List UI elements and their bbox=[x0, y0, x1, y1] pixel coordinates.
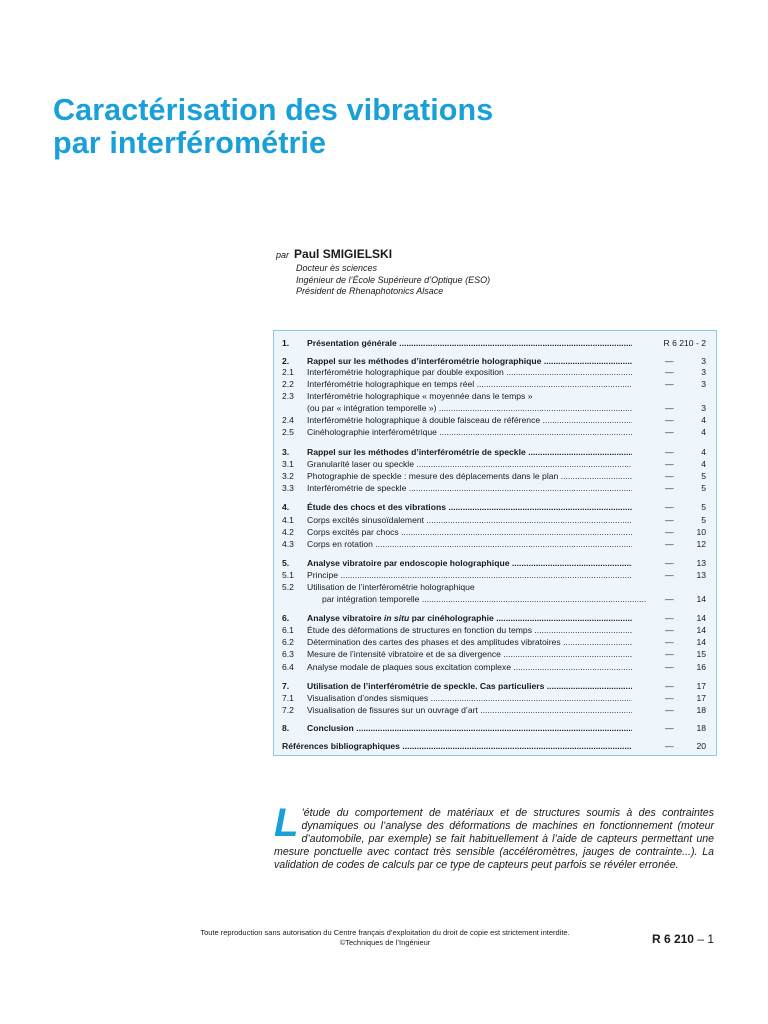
toc-title: (ou par « intégration temporelle ») ..... bbox=[307, 402, 632, 414]
toc-page: 4 bbox=[701, 447, 706, 457]
toc-dash: — bbox=[665, 625, 674, 635]
author-line bbox=[276, 247, 716, 263]
toc-number: 3.3 bbox=[282, 483, 294, 493]
toc-dash: — bbox=[665, 483, 674, 493]
toc-entry bbox=[274, 501, 716, 513]
toc-page: 13 bbox=[696, 558, 706, 568]
toc-title: Étude des chocs et des vibrations ..... bbox=[307, 501, 632, 513]
toc-entry bbox=[274, 722, 716, 734]
toc-page: 3 bbox=[701, 356, 706, 366]
toc-page: 12 bbox=[696, 539, 706, 549]
toc-dash: — bbox=[665, 649, 674, 659]
toc-dash: — bbox=[665, 379, 674, 389]
toc-dash: — bbox=[665, 471, 674, 481]
copyright-notice bbox=[150, 928, 620, 947]
toc-title: Visualisation de fissures sur un ouvrage d’art ..... bbox=[307, 704, 632, 716]
toc-entry bbox=[274, 402, 716, 414]
toc-entry bbox=[274, 704, 716, 716]
toc-entry bbox=[274, 470, 716, 482]
toc-title: par intégration temporelle ..... bbox=[322, 593, 647, 605]
toc-title: Interférométrie de speckle ..... bbox=[307, 482, 632, 494]
toc-entry bbox=[274, 538, 716, 550]
author-block bbox=[276, 247, 716, 298]
toc-dash: — bbox=[665, 570, 674, 580]
toc-number: 4.1 bbox=[282, 515, 294, 525]
toc-entry bbox=[274, 526, 716, 538]
author-name: Paul SMIGIELSKI bbox=[294, 247, 393, 261]
toc-number: 2.1 bbox=[282, 367, 294, 377]
toc-entry bbox=[274, 581, 716, 593]
toc-title: Utilisation de l’interférométrie holographique bbox=[307, 582, 475, 592]
document-reference: R 6 210 bbox=[651, 932, 694, 946]
toc-title: Détermination des cartes des phases et des amplitudes vibratoires ..... bbox=[307, 636, 632, 648]
toc-number: 2.5 bbox=[282, 427, 294, 437]
toc-page: 16 bbox=[696, 662, 706, 672]
toc-page: 17 bbox=[696, 681, 706, 691]
toc-page: 14 bbox=[696, 625, 706, 635]
toc-dash: — bbox=[665, 527, 674, 537]
toc-entry bbox=[274, 514, 716, 526]
drop-cap: L bbox=[274, 801, 299, 845]
toc-title: Mesure de l’intensité vibratoire et de sa divergence ..... bbox=[307, 648, 632, 660]
toc-dash: — bbox=[665, 367, 674, 377]
toc-number: 4.2 bbox=[282, 527, 294, 537]
toc-page: 14 bbox=[696, 637, 706, 647]
toc-dash: — bbox=[665, 403, 674, 413]
toc-dash: — bbox=[665, 594, 674, 604]
toc-number: 6. bbox=[282, 613, 290, 623]
toc-entry bbox=[274, 390, 716, 402]
toc-title: Corps en rotation ..... bbox=[307, 538, 632, 550]
toc-entry bbox=[274, 458, 716, 470]
title-line-1: Caractérisation des vibrations bbox=[53, 93, 494, 127]
author-affiliation: Président de Rhenaphotonics Alsace bbox=[296, 286, 444, 296]
toc-number: 3. bbox=[282, 447, 290, 457]
toc-page: 13 bbox=[696, 570, 706, 580]
toc-number: 2.2 bbox=[282, 379, 294, 389]
toc-dash: — bbox=[665, 637, 674, 647]
copyright-line-2: ©Techniques de l’Ingénieur bbox=[339, 937, 431, 947]
toc-number: 7. bbox=[282, 681, 290, 691]
toc-page: 17 bbox=[696, 693, 706, 703]
toc-page: 3 bbox=[701, 379, 706, 389]
toc-number: 3.1 bbox=[282, 459, 294, 469]
toc-title: Rappel sur les méthodes d’interférométrie de speckle ..... bbox=[307, 446, 632, 458]
toc-entry bbox=[274, 446, 716, 458]
page-reference bbox=[652, 932, 714, 946]
toc-number: 6.2 bbox=[282, 637, 294, 647]
toc-dash: — bbox=[665, 681, 674, 691]
toc-number: 6.4 bbox=[282, 662, 294, 672]
toc-page: 20 bbox=[696, 741, 706, 751]
toc-entry bbox=[274, 624, 716, 636]
toc-title: Interférométrie holographique à double faisceau de référence ..... bbox=[307, 414, 632, 426]
toc-title: Cinéholographie interférométrique ..... bbox=[307, 426, 632, 438]
toc-page: 5 bbox=[701, 471, 706, 481]
toc-dash: — bbox=[665, 515, 674, 525]
toc-dash: — bbox=[665, 693, 674, 703]
toc-page: 10 bbox=[696, 527, 706, 537]
toc-title: Corps excités sinusoïdalement ..... bbox=[307, 514, 632, 526]
toc-page: 5 bbox=[701, 502, 706, 512]
page-number: – 1 bbox=[693, 932, 714, 946]
toc-title: Analyse modale de plaques sous excitation complexe ..... bbox=[307, 661, 632, 673]
introduction-text: ’étude du comportement de matériaux et de structures soumis à des contraintes dynamiques ou l’analyse des déformations de machines en fonctionnement (moteur d’automobile, par exemple) se fait habituellement à l’aide de capteurs permettant une mesure ponctuelle avec contact très sensible (accéléromètres, jauges de contrainte...). La validation de codes de calculs par ce type de capteurs peut parfois se révéler erronée. bbox=[274, 807, 714, 871]
author-affiliation: Docteur ès sciences bbox=[296, 263, 378, 273]
toc-entry bbox=[274, 692, 716, 704]
toc-number: 4.3 bbox=[282, 539, 294, 549]
toc-number: 2.4 bbox=[282, 415, 294, 425]
toc-dash: — bbox=[665, 613, 674, 623]
toc-page: R 6 210 - 2 bbox=[663, 338, 706, 348]
toc-dash: — bbox=[665, 415, 674, 425]
toc-dash: — bbox=[665, 723, 674, 733]
title-line-2: par interférométrie bbox=[53, 126, 327, 160]
toc-entry bbox=[274, 680, 716, 692]
toc-number: 5.2 bbox=[282, 582, 294, 592]
toc-dash: — bbox=[665, 662, 674, 672]
toc-entry bbox=[274, 612, 716, 624]
author-affiliation: Ingénieur de l’École Supérieure d’Optique (ESO) bbox=[296, 274, 491, 285]
toc-title: Corps excités par chocs ..... bbox=[307, 526, 632, 538]
toc-number: 5. bbox=[282, 558, 290, 568]
toc-page: 18 bbox=[696, 705, 706, 715]
toc-title: Présentation générale ..... bbox=[307, 337, 632, 349]
toc-dash: — bbox=[665, 558, 674, 568]
article-title bbox=[53, 94, 713, 160]
toc-entry bbox=[274, 740, 716, 752]
toc-page: 4 bbox=[701, 427, 706, 437]
toc-number: 1. bbox=[282, 338, 290, 348]
toc-entry bbox=[274, 426, 716, 438]
toc-entry bbox=[274, 593, 716, 605]
toc-title: Analyse vibratoire par endoscopie holographique ..... bbox=[307, 557, 632, 569]
toc-number: 2. bbox=[282, 356, 290, 366]
toc-entry bbox=[274, 337, 716, 349]
toc-number: 6.1 bbox=[282, 625, 294, 635]
toc-dash: — bbox=[665, 539, 674, 549]
toc-page: 4 bbox=[701, 415, 706, 425]
toc-title: Granularité laser ou speckle ..... bbox=[307, 458, 632, 470]
toc-title: Étude des déformations de structures en fonction du temps ..... bbox=[307, 624, 632, 636]
toc-page: 18 bbox=[696, 723, 706, 733]
toc-title: Principe ..... bbox=[307, 569, 632, 581]
toc-number: 7.1 bbox=[282, 693, 294, 703]
toc-title: Photographie de speckle : mesure des déplacements dans le plan ..... bbox=[307, 470, 632, 482]
toc-number: 8. bbox=[282, 723, 290, 733]
toc-number: 3.2 bbox=[282, 471, 294, 481]
toc-number: 4. bbox=[282, 502, 290, 512]
toc-page: 14 bbox=[696, 613, 706, 623]
toc-title: Analyse vibratoire in situ par cinéholographie ..... bbox=[307, 612, 632, 624]
toc-page: 4 bbox=[701, 459, 706, 469]
toc-dash: — bbox=[665, 705, 674, 715]
toc-entry bbox=[274, 636, 716, 648]
introduction-paragraph bbox=[274, 801, 714, 872]
toc-page: 5 bbox=[701, 515, 706, 525]
toc-title: Visualisation d’ondes sismiques ..... bbox=[307, 692, 632, 704]
toc-title: Interférométrie holographique par double exposition ..... bbox=[307, 366, 632, 378]
toc-dash: — bbox=[665, 427, 674, 437]
toc-dash: — bbox=[665, 356, 674, 366]
toc-page: 5 bbox=[701, 483, 706, 493]
toc-title: Interférométrie holographique « moyennée dans le temps » bbox=[307, 391, 533, 401]
toc-entry bbox=[274, 661, 716, 673]
toc-entry bbox=[274, 557, 716, 569]
toc-entry bbox=[274, 366, 716, 378]
toc-dash: — bbox=[665, 459, 674, 469]
toc-page: 3 bbox=[701, 403, 706, 413]
toc-entry bbox=[274, 569, 716, 581]
toc-number: 2.3 bbox=[282, 391, 294, 401]
table-of-contents bbox=[273, 330, 717, 756]
toc-title: Utilisation de l’interférométrie de speckle. Cas particuliers ..... bbox=[307, 680, 632, 692]
toc-number: 6.3 bbox=[282, 649, 294, 659]
toc-title: Interférométrie holographique en temps réel ..... bbox=[307, 378, 632, 390]
toc-number: 5.1 bbox=[282, 570, 294, 580]
copyright-line-1: Toute reproduction sans autorisation du Centre français d’exploitation du droit de copie est strictement interdite. bbox=[200, 928, 570, 937]
toc-entry bbox=[274, 414, 716, 426]
toc-number: 7.2 bbox=[282, 705, 294, 715]
toc-dash: — bbox=[665, 502, 674, 512]
toc-page: 14 bbox=[696, 594, 706, 604]
toc-title: Rappel sur les méthodes d’interférométrie holographique ..... bbox=[307, 355, 632, 367]
toc-title: Références bibliographiques ..... bbox=[282, 740, 632, 752]
toc-page: 3 bbox=[701, 367, 706, 377]
toc-dash: — bbox=[665, 741, 674, 751]
toc-entry bbox=[274, 378, 716, 390]
toc-entry bbox=[274, 482, 716, 494]
toc-title: Conclusion ..... bbox=[307, 722, 632, 734]
author-prefix: par bbox=[276, 250, 290, 260]
toc-entry bbox=[274, 648, 716, 660]
toc-emphasis: in situ bbox=[383, 613, 410, 623]
toc-page: 15 bbox=[696, 649, 706, 659]
toc-dash: — bbox=[665, 447, 674, 457]
